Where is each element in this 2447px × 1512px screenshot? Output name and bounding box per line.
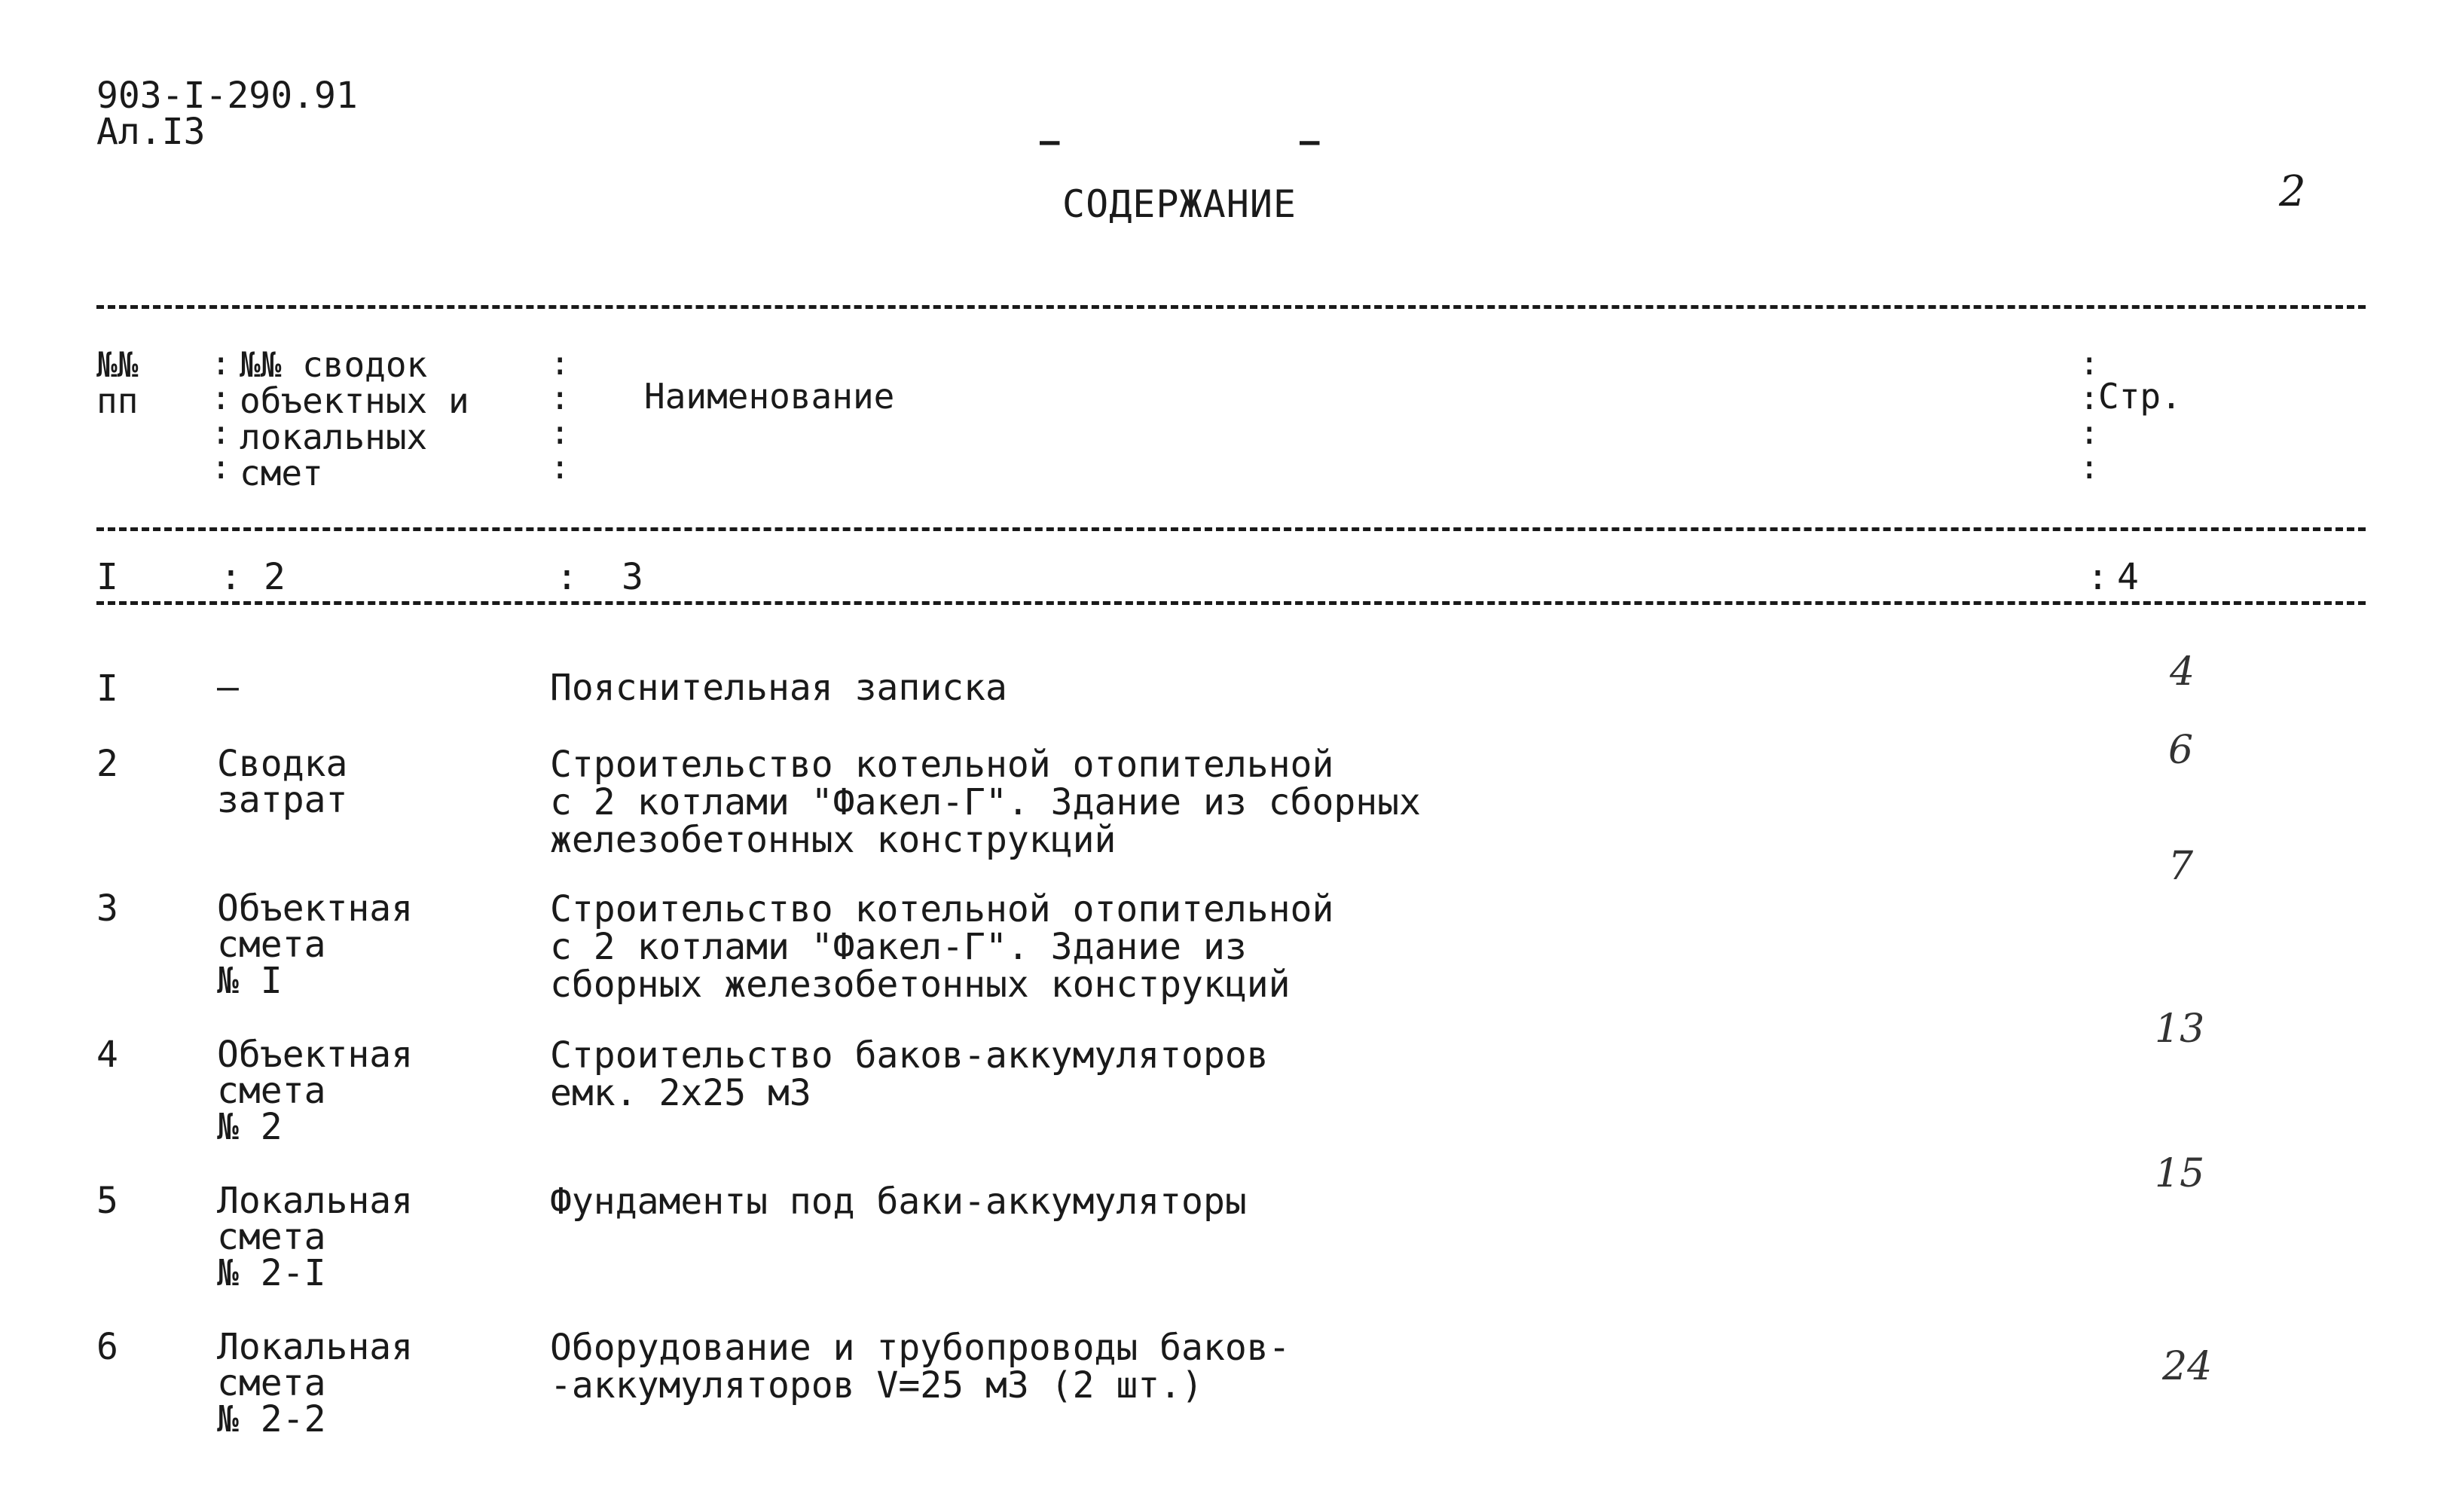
col-header-no: №№ пп <box>96 344 139 421</box>
row-2-page: 6 <box>2168 728 2194 773</box>
column-number-3: 3 <box>622 556 643 598</box>
col-separator-3: : : : : <box>2079 344 2100 487</box>
col-number-sep-2: : <box>556 556 578 598</box>
decor-dash-left: – <box>1040 122 1060 160</box>
row-5-number: 5 <box>96 1180 118 1222</box>
table-top-rule <box>96 305 2366 309</box>
row-5-ref: Локальная смета № 2-I <box>217 1180 414 1294</box>
page-title: СОДЕРЖАНИЕ <box>1062 182 1297 226</box>
row-5-page: 15 <box>2155 1151 2205 1196</box>
colnum-bottom-rule <box>96 601 2366 605</box>
row-6-ref: Локальная смета № 2-2 <box>217 1326 414 1440</box>
row-6-page: 24 <box>2162 1344 2213 1389</box>
decor-dash-right: – <box>1300 122 1320 160</box>
col-separator-1: : : : : <box>211 344 231 487</box>
row-2-name: Строительство котельной отопительной с 2 котлами "Факел-Г". Здание из сборных железобетонных конструкций <box>550 744 1421 861</box>
row-6-number: 6 <box>96 1326 118 1368</box>
row-1-name: Пояснительная записка <box>550 667 1007 709</box>
row-2-number: 2 <box>96 743 118 785</box>
column-number-1: I <box>96 556 118 598</box>
row-6-name: Оборудование и трубопроводы баков- -аккумуляторов V=25 м3 (2 шт.) <box>550 1327 1291 1407</box>
row-3-page: 7 <box>2168 844 2194 889</box>
col-separator-2: : : : : <box>550 344 570 487</box>
row-1-page: 4 <box>2170 649 2195 695</box>
col-header-ref: №№ сводок объектных и локальных смет <box>240 344 469 493</box>
row-2-ref: Сводка затрат <box>217 743 348 821</box>
row-4-page: 13 <box>2155 1006 2205 1052</box>
row-5-name: Фундаменты под баки-аккумуляторы <box>550 1181 1247 1223</box>
sheet-label: Ал.I3 <box>96 111 206 153</box>
column-number-4: 4 <box>2117 556 2139 598</box>
row-3-ref: Объектная смета № I <box>217 887 414 1002</box>
col-header-page: Стр. <box>2098 376 2182 417</box>
col-number-sep-3: : <box>2087 556 2109 598</box>
row-1-ref: – <box>217 666 239 708</box>
col-header-name: Наименование <box>644 376 895 417</box>
row-4-number: 4 <box>96 1034 118 1076</box>
col-number-sep-1: : <box>220 556 242 598</box>
page-number: 2 <box>2279 167 2306 216</box>
column-number-2: 2 <box>264 556 286 598</box>
row-3-number: 3 <box>96 887 118 930</box>
row-4-ref: Объектная смета № 2 <box>217 1034 414 1148</box>
document-code: 903-I-290.91 <box>96 75 358 117</box>
row-3-name: Строительство котельной отопительной с 2 котлами "Факел-Г". Здание из сборных железобетонных конструкций <box>550 888 1334 1006</box>
row-4-name: Строительство баков-аккумуляторов емк. 2х25 м3 <box>550 1034 1269 1114</box>
header-bottom-rule <box>96 527 2366 531</box>
row-1-number: I <box>96 667 118 710</box>
